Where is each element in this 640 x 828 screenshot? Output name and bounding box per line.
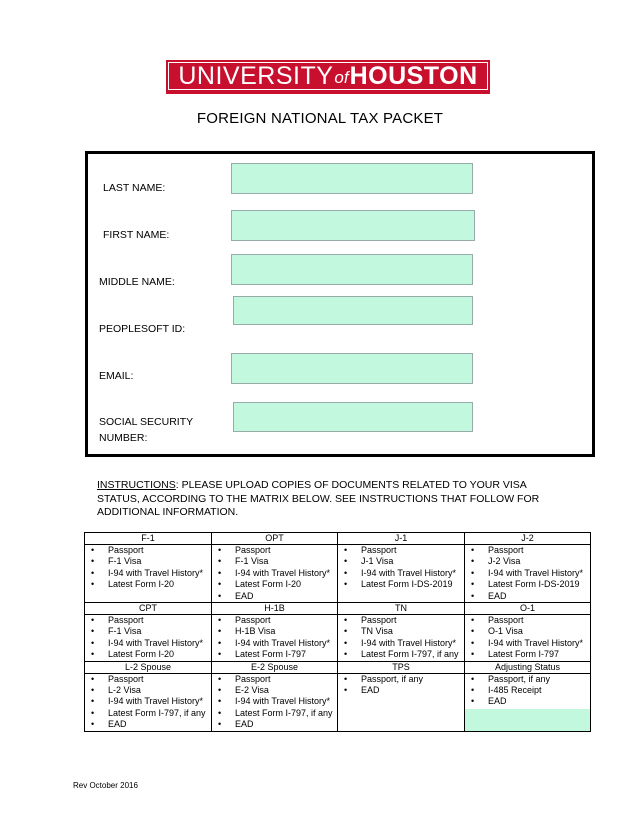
matrix-documents-cell <box>85 673 212 731</box>
matrix-status-header: H-1B <box>212 602 338 614</box>
document-list-item: • Passport <box>212 674 337 685</box>
ssn-label-line2: NUMBER: <box>99 432 148 444</box>
matrix-header-row <box>85 533 591 545</box>
instructions-heading: INSTRUCTIONS <box>97 479 176 491</box>
matrix-status-header: CPT <box>85 602 212 614</box>
document-list-item: • H-1B Visa <box>212 626 337 637</box>
matrix-documents-cell <box>212 545 338 603</box>
document-list <box>338 615 464 661</box>
peoplesoft-id-label: PEOPLESOFT ID: <box>99 323 186 335</box>
matrix-documents-row <box>85 673 591 731</box>
revision-note: Rev October 2016 <box>73 781 138 790</box>
email-label: EMAIL: <box>99 370 134 382</box>
document-list-item: • J-1 Visa <box>338 556 464 567</box>
document-list-item: • Passport <box>465 615 590 626</box>
matrix-documents-cell <box>465 545 591 603</box>
document-list-item: • EAD <box>465 696 590 707</box>
matrix-status-header: TPS <box>338 661 465 673</box>
document-list-item: • I-94 with Travel History* <box>338 568 464 579</box>
middle-name-label: MIDDLE NAME: <box>99 276 175 288</box>
first-name-field[interactable] <box>231 210 475 241</box>
document-list-item: • I-94 with Travel History* <box>212 638 337 649</box>
matrix-status-header: L-2 Spouse <box>85 661 212 673</box>
matrix-documents-cell <box>212 673 338 731</box>
document-list-item: • F-1 Visa <box>85 626 211 637</box>
document-list-item: • I-485 Receipt <box>465 685 590 696</box>
document-list-item: • I-94 with Travel History* <box>338 638 464 649</box>
document-list-item: • Passport, if any <box>465 674 590 685</box>
document-list-item: • Passport <box>212 545 337 556</box>
matrix-status-header: E-2 Spouse <box>212 661 338 673</box>
matrix-status-header: F-1 <box>85 533 212 545</box>
document-list <box>465 545 590 602</box>
matrix-status-header: J-2 <box>465 533 591 545</box>
matrix-documents-cell <box>85 545 212 603</box>
document-list-item: • EAD <box>465 591 590 602</box>
document-list-item: • EAD <box>338 685 464 696</box>
document-list-item: • Latest Form I-797, if any <box>85 708 211 719</box>
page-title: FOREIGN NATIONAL TAX PACKET <box>196 110 444 127</box>
matrix-status-header: Adjusting Status <box>465 661 591 673</box>
document-list-item: • I-94 with Travel History* <box>212 568 337 579</box>
instructions-text <box>97 479 567 520</box>
matrix-documents-cell <box>465 673 591 731</box>
matrix-documents-row <box>85 614 591 661</box>
document-list-item: • F-1 Visa <box>212 556 337 567</box>
peoplesoft-id-field[interactable] <box>233 296 473 325</box>
document-list <box>85 545 211 591</box>
document-list-item: • Passport <box>465 545 590 556</box>
instructions-body: : PLEASE UPLOAD COPIES OF DOCUMENTS RELATED TO YOUR VISA STATUS, ACCORDING TO THE MATRIX BELOW. SEE INSTRUCTIONS THAT FOLLOW FOR ADDITIONAL INFORMATION. <box>97 479 540 518</box>
document-list-item: • TN Visa <box>338 626 464 637</box>
matrix-header-row <box>85 602 591 614</box>
document-list <box>338 545 464 591</box>
document-list <box>212 545 337 602</box>
first-name-label: FIRST NAME: <box>103 229 170 241</box>
document-list-item: • Latest Form I-20 <box>85 649 211 660</box>
matrix-documents-cell <box>338 673 465 731</box>
matrix-status-header: J-1 <box>338 533 465 545</box>
document-list-item: • EAD <box>85 719 211 730</box>
document-list-item: • Latest Form I-797 <box>465 649 590 660</box>
document-list-item: • Passport, if any <box>338 674 464 685</box>
matrix-status-header: TN <box>338 602 465 614</box>
document-list-item: • O-1 Visa <box>465 626 590 637</box>
matrix-documents-cell <box>338 614 465 661</box>
matrix-status-header: OPT <box>212 533 338 545</box>
highlighted-input-area[interactable] <box>465 709 590 731</box>
document-list-item: • Passport <box>338 545 464 556</box>
document-list-item: • E-2 Visa <box>212 685 337 696</box>
document-list-item: • Latest Form I-DS-2019 <box>338 579 464 590</box>
document-list-item: • EAD <box>212 591 337 602</box>
ssn-field[interactable] <box>233 402 473 432</box>
logo-underline <box>166 92 490 94</box>
logo-border <box>168 62 488 90</box>
document-list <box>212 615 337 661</box>
matrix-documents-cell <box>338 545 465 603</box>
matrix-documents-cell <box>465 614 591 661</box>
document-list <box>85 674 211 731</box>
document-list-item: • I-94 with Travel History* <box>212 696 337 707</box>
visa-document-matrix <box>84 532 591 732</box>
university-logo <box>166 60 490 92</box>
last-name-label: LAST NAME: <box>103 182 166 194</box>
document-list-item: • Passport <box>85 615 211 626</box>
document-list-item: • I-94 with Travel History* <box>85 638 211 649</box>
document-list-item: • Latest Form I-20 <box>212 579 337 590</box>
document-list-item: • Latest Form I-20 <box>85 579 211 590</box>
document-list-item: • Latest Form I-797 <box>212 649 337 660</box>
matrix-documents-cell <box>85 614 212 661</box>
document-list-item: • Passport <box>85 545 211 556</box>
matrix-header-row <box>85 661 591 673</box>
document-list-item: • Latest Form I-797, if any <box>338 649 464 660</box>
document-list-item: • L-2 Visa <box>85 685 211 696</box>
logo-houston-text: HOUSTON <box>349 61 478 90</box>
document-list-item: • EAD <box>212 719 337 730</box>
logo-university-text: UNIVERSITY <box>178 61 334 90</box>
ssn-label-line1: SOCIAL SECURITY <box>99 416 194 428</box>
document-list-item: • Passport <box>212 615 337 626</box>
document-list-item: • Latest Form I-797, if any <box>212 708 337 719</box>
email-field[interactable] <box>231 353 473 384</box>
document-list <box>85 615 211 661</box>
document-list-item: • F-1 Visa <box>85 556 211 567</box>
document-list <box>465 615 590 661</box>
document-list-item: • I-94 with Travel History* <box>465 638 590 649</box>
logo-of-text: of <box>334 68 349 87</box>
last-name-field[interactable] <box>231 163 473 194</box>
matrix-documents-cell <box>212 614 338 661</box>
document-list-item: • Latest Form I-DS-2019 <box>465 579 590 590</box>
document-list-item: • Passport <box>338 615 464 626</box>
document-list <box>212 674 337 731</box>
matrix-documents-row <box>85 545 591 603</box>
matrix-status-header: O-1 <box>465 602 591 614</box>
document-list-item: • I-94 with Travel History* <box>465 568 590 579</box>
document-list-item: • J-2 Visa <box>465 556 590 567</box>
document-list-item: • I-94 with Travel History* <box>85 696 211 707</box>
document-list-item: • I-94 with Travel History* <box>85 568 211 579</box>
personal-info-form <box>85 151 595 457</box>
document-list <box>465 674 590 708</box>
document-list <box>338 674 464 697</box>
middle-name-field[interactable] <box>231 254 473 285</box>
document-list-item: • Passport <box>85 674 211 685</box>
